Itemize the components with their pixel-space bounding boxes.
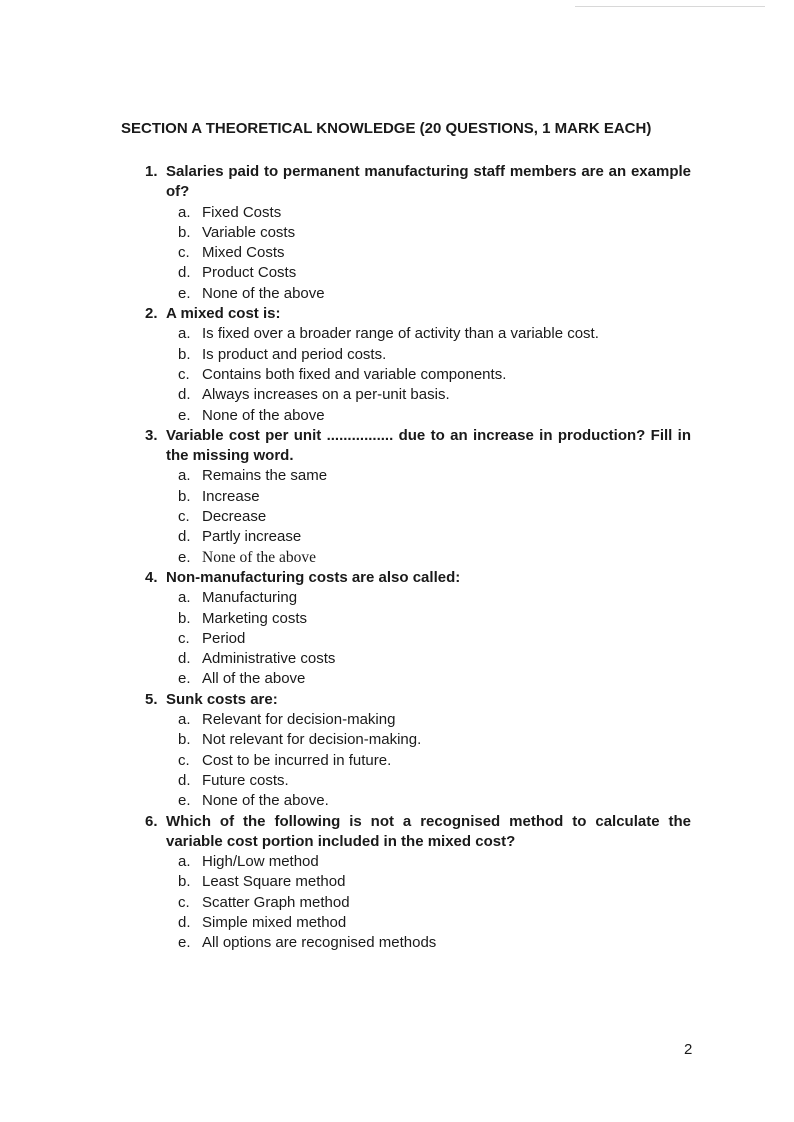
question-text: Salaries paid to permanent manufacturing staff members are an example of? [166,163,691,201]
question-number: 2. [145,305,158,323]
answer-option [145,548,691,568]
option-text: None of the above. [202,792,329,810]
option-text: Always increases on a per-unit basis. [202,386,450,404]
option-letter: a. [178,325,191,343]
option-text: Is fixed over a broader range of activity than a variable cost. [202,325,599,343]
option-text: Manufacturing [202,589,298,607]
question-6 [145,812,691,853]
option-letter: e. [178,792,191,810]
option-text: Relevant for decision-making [202,711,396,729]
option-letter: e. [178,406,191,424]
option-text: Remains the same [202,467,328,485]
page-number: 2 [684,1041,693,1058]
option-text: Contains both fixed and variable components. [202,365,507,383]
option-letter: c. [178,751,190,769]
answer-option [145,588,691,608]
question-text: Non-manufacturing costs are also called: [166,568,461,586]
option-text: Partly increase [202,528,302,546]
option-text: None of the above [202,284,325,302]
answer-option [145,893,691,913]
answer-option [145,629,691,649]
option-letter: d. [178,913,191,931]
answer-option [145,913,691,933]
question-3 [145,426,691,467]
answer-option [145,669,691,689]
option-letter: d. [178,528,191,546]
option-text: Scatter Graph method [202,893,350,911]
answer-option [145,933,691,953]
option-text: Fixed Costs [202,203,282,221]
answer-option [145,852,691,872]
option-text: Administrative costs [202,650,336,668]
option-letter: d. [178,650,191,668]
answer-option [145,243,691,263]
answer-option [145,385,691,405]
option-text: Marketing costs [202,609,308,627]
option-letter: a. [178,203,191,221]
answer-option [145,466,691,486]
answer-option [145,791,691,811]
answer-option [145,345,691,365]
question-text: Variable cost per unit ................ due to an increase in production? Fill in the missing word. [166,426,691,465]
answer-option [145,365,691,385]
option-text: High/Low method [202,853,319,871]
scan-artifact-line [575,6,765,7]
question-4 [145,568,691,588]
answer-option [145,223,691,243]
option-letter: b. [178,609,191,627]
answer-option [145,710,691,730]
question-number: 3. [145,426,158,444]
option-text: Is product and period costs. [202,345,387,363]
option-letter: a. [178,467,191,485]
answer-option [145,284,691,304]
option-letter: e. [178,934,191,952]
question-1 [145,162,691,203]
answer-option [145,507,691,527]
option-text: Future costs. [202,771,289,789]
answer-option [145,872,691,892]
option-text: Not relevant for decision-making. [202,731,422,749]
question-number: 1. [145,163,158,180]
answer-option [145,263,691,283]
option-letter: c. [178,629,190,647]
option-text: Cost to be incurred in future. [202,751,392,769]
answer-option [145,487,691,507]
answer-option [145,771,691,791]
option-letter: b. [178,731,191,749]
option-text: Simple mixed method [202,913,347,931]
question-5 [145,690,691,710]
question-2 [145,304,691,324]
answer-option [145,324,691,344]
question-number: 4. [145,568,158,586]
option-letter: a. [178,711,191,729]
answer-option [145,751,691,771]
option-text: None of the above [202,406,325,424]
option-letter: d. [178,264,191,282]
option-text: Product Costs [202,264,297,282]
question-number: 5. [145,690,158,708]
option-letter: e. [178,670,191,688]
answer-option [145,527,691,547]
option-text: All options are recognised methods [202,934,437,952]
option-letter: c. [178,365,190,383]
question-text: Sunk costs are: [166,690,278,708]
section-heading: SECTION A THEORETICAL KNOWLEDGE (20 QUESTIONS, 1 MARK EACH) [121,120,652,137]
option-letter: a. [178,589,191,607]
option-letter: b. [178,487,191,505]
option-letter: c. [178,508,190,526]
question-number: 6. [145,812,158,830]
option-text: Decrease [202,508,267,526]
answer-option [145,609,691,629]
option-letter: b. [178,223,191,241]
option-letter: b. [178,345,191,363]
answer-option [145,730,691,750]
option-text: Mixed Costs [202,244,285,262]
question-text: Which of the following is not a recognised method to calculate the variable cost portion included in the mixed cost? [166,812,691,850]
question-list [145,162,691,954]
option-text: All of the above [202,670,306,688]
option-text: Increase [202,487,260,505]
answer-option [145,406,691,426]
option-letter: c. [178,893,190,911]
option-letter: a. [178,853,191,871]
option-letter: d. [178,771,191,789]
answer-option [145,649,691,669]
option-text: Variable costs [202,223,296,241]
question-text: A mixed cost is: [166,305,281,323]
option-text: Period [202,629,246,647]
option-letter: b. [178,873,191,891]
option-letter: c. [178,244,190,262]
option-text: None of the above [202,548,317,566]
option-letter: d. [178,386,191,404]
option-letter: e. [178,284,191,302]
option-text: Least Square method [202,873,346,891]
answer-option [145,203,691,223]
option-letter: e. [178,548,191,566]
